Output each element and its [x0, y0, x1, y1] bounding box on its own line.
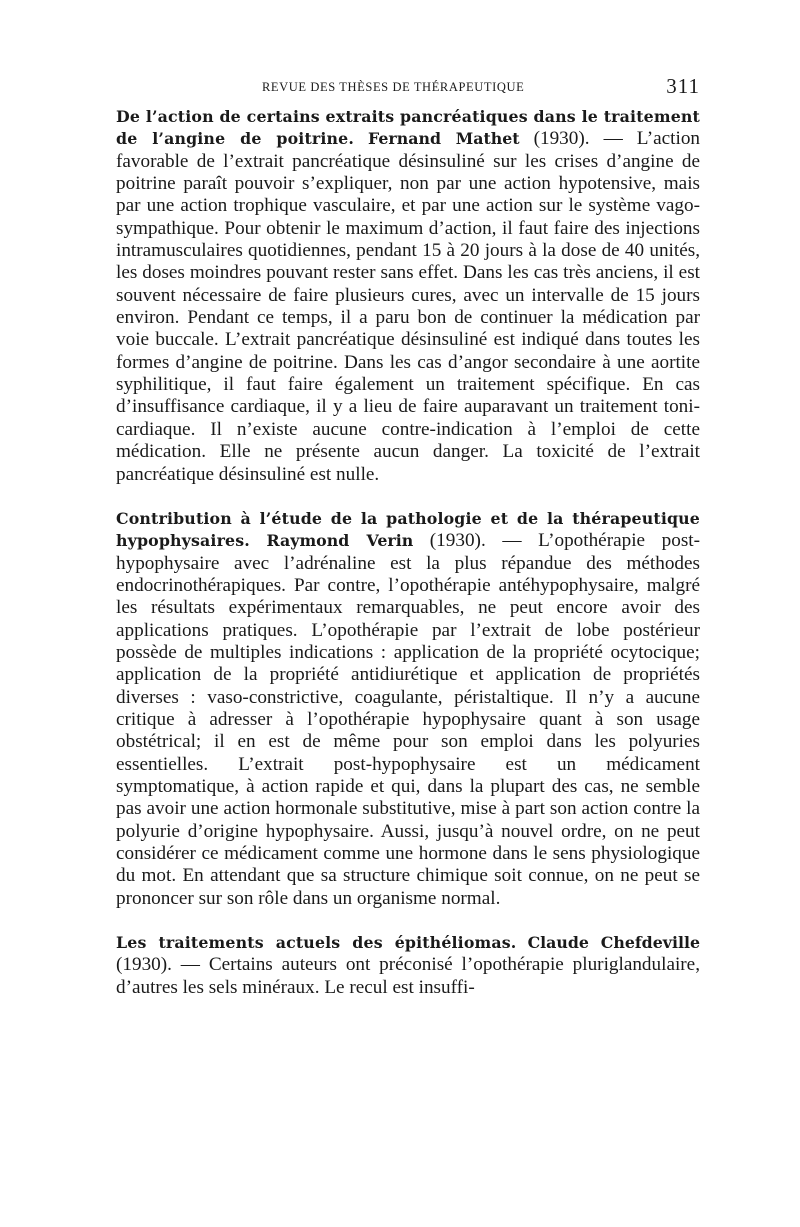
- entry-author: Raymond Verin: [266, 531, 414, 551]
- page: [116, 70, 700, 999]
- running-head: [116, 70, 700, 106]
- entry-author: Claude Chefdeville: [527, 933, 701, 953]
- page-number: 311: [666, 74, 700, 98]
- entry-title: Les traitements actuels des épithéliomas.: [116, 933, 517, 953]
- entry-title: Contribution à l’étude de la pathologie et de la thérapeutique hypophysaires.: [116, 508, 700, 551]
- entry-title: De l’action de certains extraits pancréatiques dans le traitement de l’angine de poitrine.: [116, 107, 700, 149]
- entry-year: (1930).: [116, 954, 172, 976]
- entry-body: — L’opothérapie post-hypophysaire avec l’adrénaline est la plus répandue des méthodes endocrinothérapiques. Par contre, l’opothérapie antéhypophysaire, malgré les résultats expérimentaux remarquables, ne peut encore avoir des applications pratiques. L’opothérapie par l’extrait de lobe postérieur possède de multiples indications : application de la propriété ocytocique; application de la propriété antidiurétique et application de propriétés diverses : vaso-constrictive, coagulante, péristaltique. Il n’y a aucune critique à adresser à l’opothérapie hypophysaire quant à son usage obstétrical; il en est de même pour son emploi dans les polyuries essentielles. L’extrait post-hypophysaire est un médicament symptomatique, à action rapide et qui, dans la plupart des cas, ne semble pas avoir une action hormonale substitutive, mise à part son action contre la polyurie d’origine hypophysaire. Aussi, jusqu’à nouvel ordre, on ne peut considérer ce médicament comme une hormone dans le sens physiologique du mot. En attendant que sa structure chimique soit connue, on ne peut se prononcer sur son rôle dans un organisme normal.: [116, 530, 701, 909]
- entry-author: Fernand Mathet: [368, 129, 520, 149]
- running-title: REVUE DES THÈSES DE THÉRAPEUTIQUE: [262, 80, 525, 94]
- entry-year: (1930).: [533, 128, 590, 150]
- thesis-entry-angine: [116, 106, 700, 486]
- entry-body: — L’action favorable de l’extrait pancréatique désinsuliné sur les crises d’angine de poitrine paraît pouvoir s’expliquer, non par une action hypotensive, mais par une action trophique vasculaire, et par une action sur le système vago-sympathique. Pour obtenir le maximum d’action, il faut faire des injections intramusculaires quotidiennes, pendant 15 à 20 jours à la dose de 40 unités, les doses moindres pouvant rester sans effet. Dans les cas très anciens, il est souvent nécessaire de faire plusieurs cures, avec un intervalle de 15 jours environ. Pendant ce temps, il a paru bon de continuer la médication par voie buccale. L’extrait pancréatique désinsuliné est indiqué dans toutes les formes d’angine de poitrine. Dans les cas d’angor secondaire à une aortite syphilitique, il faut faire également un traitement spécifique. En cas d’insuffisance cardiaque, il y a lieu de faire auparavant un traitement toni-cardiaque. Il n’existe aucune contre-indication à l’emploi de cette médication. Elle ne présente aucun danger. La toxicité de l’extrait pancréatique désinsuliné est nulle.: [116, 128, 701, 485]
- entry-year: (1930).: [429, 530, 486, 552]
- thesis-entry-epitheliomas: [116, 932, 700, 999]
- entry-body: — Certains auteurs ont préconisé l’opothérapie pluriglandulaire, d’autres les sels minéraux. Le recul est insuffi-: [116, 954, 700, 998]
- thesis-entry-hypophyse: [116, 508, 700, 910]
